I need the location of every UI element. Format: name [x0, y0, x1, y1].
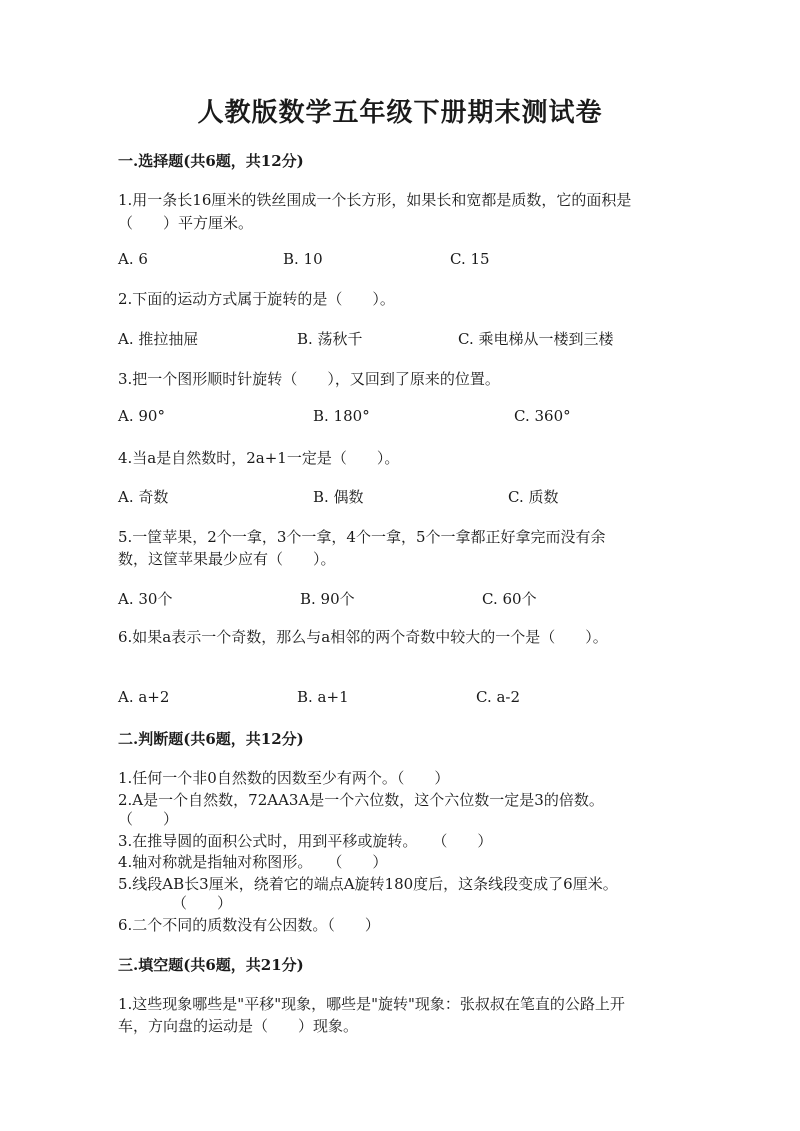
question-text: 1.用一条长16厘米的铁丝围成一个长方形，如果长和宽都是质数，它的面积是: [118, 191, 632, 209]
option-b: B. 90个: [300, 590, 355, 608]
option-a: A. 奇数: [118, 488, 169, 506]
question-text: 2.下面的运动方式属于旋转的是（ ）。: [118, 290, 395, 308]
option-c: C. 质数: [508, 488, 559, 506]
judge-item: （ ）: [118, 810, 179, 828]
question-text: 3.把一个图形顺时针旋转（ ），又回到了原来的位置。: [118, 370, 500, 388]
option-a: A. 90°: [118, 407, 165, 425]
option-c: C. 60个: [482, 590, 537, 608]
option-b: B. 偶数: [313, 488, 364, 506]
judge-item: 2.A是一个自然数，72AA3A是一个六位数，这个六位数一定是3的倍数。: [118, 791, 604, 809]
option-a: A. a+2: [118, 688, 170, 706]
fill-item: 1.这些现象哪些是"平移"现象，哪些是"旋转"现象：张叔叔在笔直的公路上开: [118, 995, 625, 1013]
question-text: （ ）平方厘米。: [118, 214, 254, 232]
option-c: C. 360°: [514, 407, 571, 425]
option-b: B. 10: [283, 250, 323, 268]
judge-item: 3.在推导圆的面积公式时，用到平移或旋转。 （ ）: [118, 832, 493, 850]
option-b: B. 荡秋千: [297, 330, 363, 348]
fill-item: 车，方向盘的运动是（ ）现象。: [118, 1017, 359, 1035]
judge-item: 5.线段AB长3厘米，绕着它的端点A旋转180度后，这条线段变成了6厘米。: [118, 875, 618, 893]
page-title: 人教版数学五年级下册期末测试卷: [197, 98, 603, 128]
option-c: C. 15: [450, 250, 490, 268]
option-b: B. 180°: [313, 407, 370, 425]
option-a: A. 30个: [118, 590, 173, 608]
option-a: A. 6: [118, 250, 148, 268]
option-b: B. a+1: [297, 688, 349, 706]
section-heading-choice: 一.选择题(共6题，共12分): [118, 152, 304, 170]
judge-item: 1.任何一个非0自然数的因数至少有两个。（ ）: [118, 769, 450, 787]
section-heading-fill: 三.填空题(共6题，共21分): [118, 956, 304, 974]
judge-item: （ ）: [172, 894, 233, 912]
option-c: C. a-2: [476, 688, 521, 706]
option-a: A. 推拉抽屉: [118, 330, 199, 348]
question-text: 6.如果a表示一个奇数，那么与a相邻的两个奇数中较大的一个是（ ）。: [118, 628, 608, 646]
question-text: 5.一筐苹果，2个一拿，3个一拿，4个一拿，5个一拿都正好拿完而没有余: [118, 528, 606, 546]
judge-item: 6.二个不同的质数没有公因数。（ ）: [118, 916, 380, 934]
option-c: C. 乘电梯从一楼到三楼: [458, 330, 614, 348]
section-heading-judge: 二.判断题(共6题，共12分): [118, 730, 304, 748]
question-text: 4.当a是自然数时，2a+1一定是（ ）。: [118, 449, 400, 467]
question-text: 数，这筐苹果最少应有（ ）。: [118, 550, 336, 568]
judge-item: 4.轴对称就是指轴对称图形。 （ ）: [118, 853, 388, 871]
